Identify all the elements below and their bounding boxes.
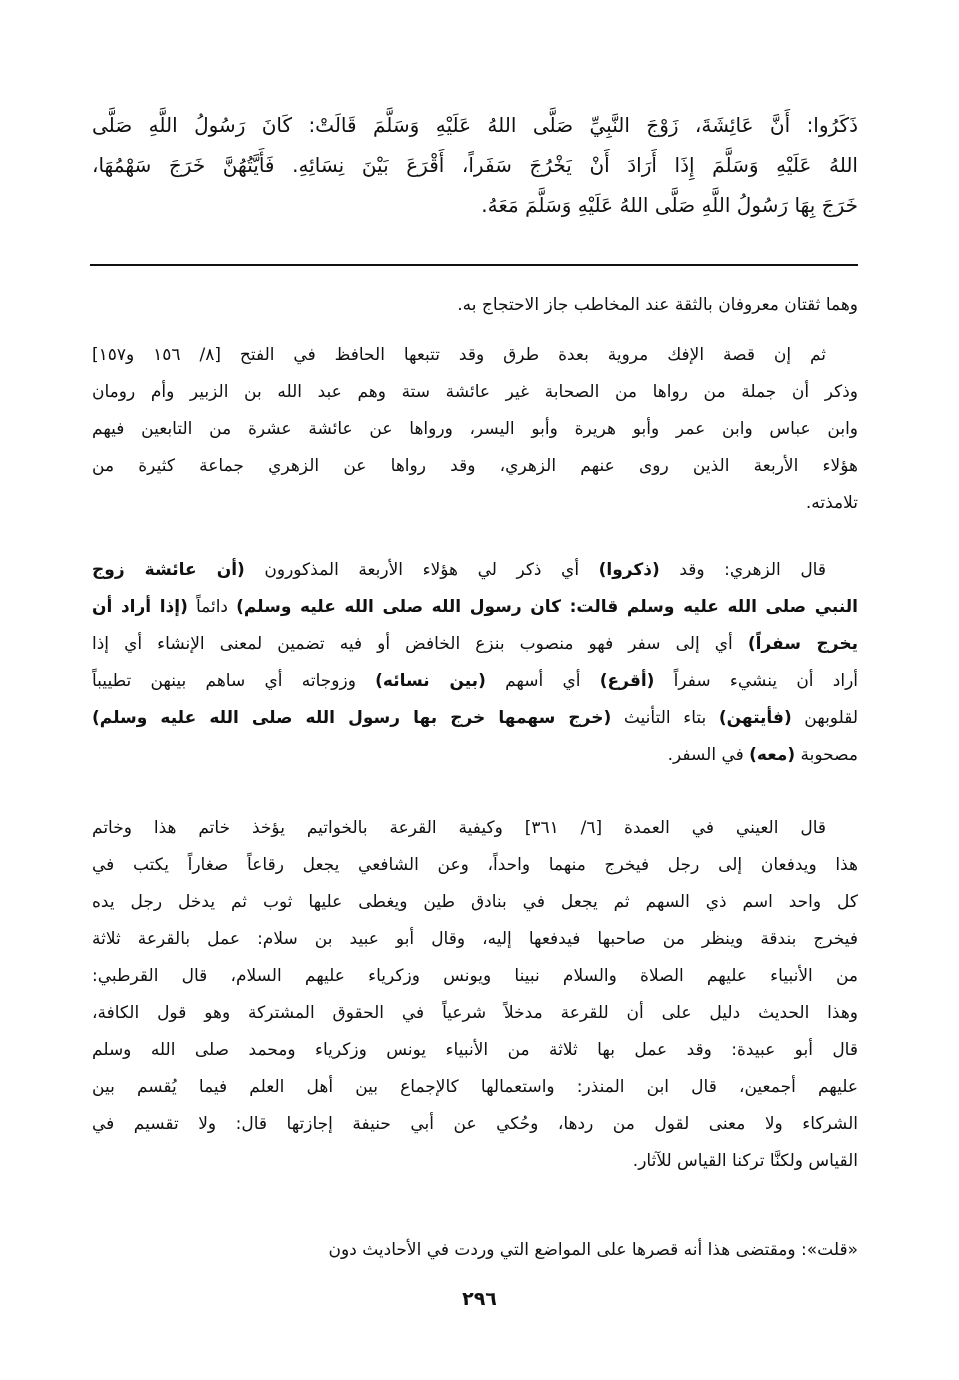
text-line xyxy=(92,995,858,1032)
text-line xyxy=(92,810,858,847)
commentary-paragraph-1 xyxy=(92,287,858,324)
text-segment: بتاء التأنيث xyxy=(611,708,719,728)
commentary-paragraph-5 xyxy=(92,1232,858,1269)
text-segment: وذكر أن جملة من رواها من الصحابة غير عائشة ستة وهم عبد الله بن الزبير وأم رومان xyxy=(92,382,858,402)
bold-quote-segment: النبي صلى الله عليه وسلم قالت: كان رسول الله صلى الله عليه وسلم) xyxy=(236,597,858,617)
text-segment: أي إلى سفر فهو منصوب بنزع الخافض أو فيه تضمين لمعنى الإنشاء أي إذا xyxy=(92,634,748,654)
bold-quote-segment: (ذكروا) xyxy=(598,560,660,580)
text-line xyxy=(92,1032,858,1069)
bold-quote-segment: يخرج سفراً) xyxy=(747,634,858,654)
text-line xyxy=(92,337,858,374)
bold-quote-segment: (بين نسائه) xyxy=(375,671,486,691)
text-segment: القياس ولكنَّا تركنا القياس للآثار. xyxy=(632,1151,858,1171)
text-line xyxy=(92,700,858,737)
bold-quote-segment: (خرج سهمها خرج بها رسول الله صلى الله عليه وسلم) xyxy=(92,708,612,728)
page-number: ٢٩٦ xyxy=(462,1288,497,1310)
footnote-divider xyxy=(90,264,858,266)
text-segment: أراد أن ينشيء سفراً xyxy=(654,671,859,691)
text-segment: خَرَجَ بِهَا رَسُولُ اللَّهِ صَلَّى اللهُ عَلَيْهِ وَسَلَّمَ مَعَهُ. xyxy=(481,193,858,217)
text-line xyxy=(92,1143,858,1180)
hadith-text xyxy=(92,105,858,225)
text-line xyxy=(92,589,858,626)
commentary-paragraph-4 xyxy=(92,810,858,1180)
bold-quote-segment: (أن عائشة زوج xyxy=(92,560,245,580)
text-segment: هؤلاء الأربعة الذين روى عنهم الزهري، وقد رواها عن الزهري جماعة كثيرة من xyxy=(92,456,858,476)
text-line xyxy=(92,552,858,589)
text-line xyxy=(92,185,858,225)
text-segment: دائماً xyxy=(187,597,237,617)
text-segment: فيخرج بندقة وينظر من صاحبها فيدفعها إليه، وقال أبو عبيد بن سلام: عمل بالقرعة ثلاثة xyxy=(92,929,858,949)
text-line xyxy=(92,663,858,700)
text-segment: وابن عباس وابن عمر وأبو هريرة وأبو اليسر، ورواها عن عائشة عشرة من التابعين فيهم xyxy=(92,419,858,439)
text-line xyxy=(92,1106,858,1143)
text-segment: كل واحد اسم ذي السهم ثم يجعل في بنادق طين ويغطى عليها ثوب ثم يدخل رجل يده xyxy=(92,892,858,912)
text-segment: ذَكَرُوا: أَنَّ عَائِشَةَ، زَوْجَ النَّبِيِّ صَلَّى اللهُ عَلَيْهِ وَسَلَّمَ قَالَتْ: كَانَ رَسُولُ اللَّهِ صَلَّى xyxy=(92,113,858,137)
text-line xyxy=(92,1069,858,1106)
text-segment: «قلت»: ومقتضى هذا أنه قصرها على المواضع التي وردت في الأحاديث دون xyxy=(328,1240,858,1260)
text-segment: قال الزهري: وقد xyxy=(659,560,826,580)
commentary-paragraph-3 xyxy=(92,552,858,774)
bold-quote-segment: (معه) xyxy=(749,745,796,765)
text-segment: عليهم أجمعين، قال ابن المنذر: واستعمالها كالإجماع بين أهل العلم فيما يُقسم بين xyxy=(92,1077,858,1097)
text-segment: هذا ويدفعان إلى رجل فيخرج منهما واحداً، وعن الشافعي يجعل رقاعاً صغاراً يكتب في xyxy=(92,855,858,875)
text-line xyxy=(92,884,858,921)
text-line xyxy=(92,1232,858,1269)
text-segment: اللهُ عَلَيْهِ وَسَلَّمَ إِذَا أَرَادَ أَنْ يَخْرُجَ سَفَراً، أَقْرَعَ بَيْنَ نِسَائِهِ. فَأَيَّتُهُنَّ خَرَجَ سَهْمُهَا، xyxy=(92,153,858,177)
text-line xyxy=(92,921,858,958)
commentary-paragraph-2 xyxy=(92,337,858,522)
text-line xyxy=(92,737,858,774)
text-segment: أي أسهم xyxy=(485,671,600,691)
text-line xyxy=(92,485,858,522)
text-segment: قال أبو عبيدة: وقد عمل بها ثلاثة من الأنبياء يونس وزكرياء ومحمد صلى الله وسلم xyxy=(92,1040,858,1060)
text-segment: الشركاء ولا معنى لقول من ردها، وحُكي عن أبي حنيفة إجازتها قال: ولا تقسيم في xyxy=(92,1114,858,1134)
text-segment: من الأنبياء عليهم الصلاة والسلام نبينا ويونس وزكرياء عليهم السلام، قال القرطبي: xyxy=(92,966,858,986)
text-line xyxy=(92,847,858,884)
text-line xyxy=(92,145,858,185)
bold-quote-segment: (فأيتهن) xyxy=(718,708,792,728)
text-segment: في السفر. xyxy=(667,745,750,765)
text-segment: مصحوبة xyxy=(795,745,858,765)
text-line xyxy=(92,374,858,411)
text-segment: تلامذته. xyxy=(805,493,858,513)
text-segment: لقلوبهن xyxy=(791,708,858,728)
text-segment: وزوجاته أي ساهم بينهن تطييباً xyxy=(92,671,376,691)
bold-quote-segment: (إذا أراد أن xyxy=(92,597,188,617)
text-line xyxy=(92,626,858,663)
text-segment: قال العيني في العمدة [٦/ ٣٦١] وكيفية القرعة بالخواتيم يؤخذ خاتم هذا وخاتم xyxy=(92,818,826,838)
bold-quote-segment: (أقرع) xyxy=(599,671,655,691)
text-line xyxy=(92,105,858,145)
text-line xyxy=(92,958,858,995)
text-segment: أي ذكر لي هؤلاء الأربعة المذكورون xyxy=(244,560,599,580)
text-segment: وهذا الحديث دليل على أن للقرعة مدخلاً شرعياً في الحقوق المشتركة وهو قول الكافة، xyxy=(92,1003,858,1023)
text-segment: ثم إن قصة الإفك مروية بعدة طرق وقد تتبعها الحافظ في الفتح [٨/ ١٥٦ و١٥٧] xyxy=(92,345,826,365)
text-segment: وهما ثقتان معروفان بالثقة عند المخاطب جاز الاحتجاج به. xyxy=(457,295,858,315)
text-line xyxy=(92,411,858,448)
text-line xyxy=(92,287,858,324)
text-line xyxy=(92,448,858,485)
